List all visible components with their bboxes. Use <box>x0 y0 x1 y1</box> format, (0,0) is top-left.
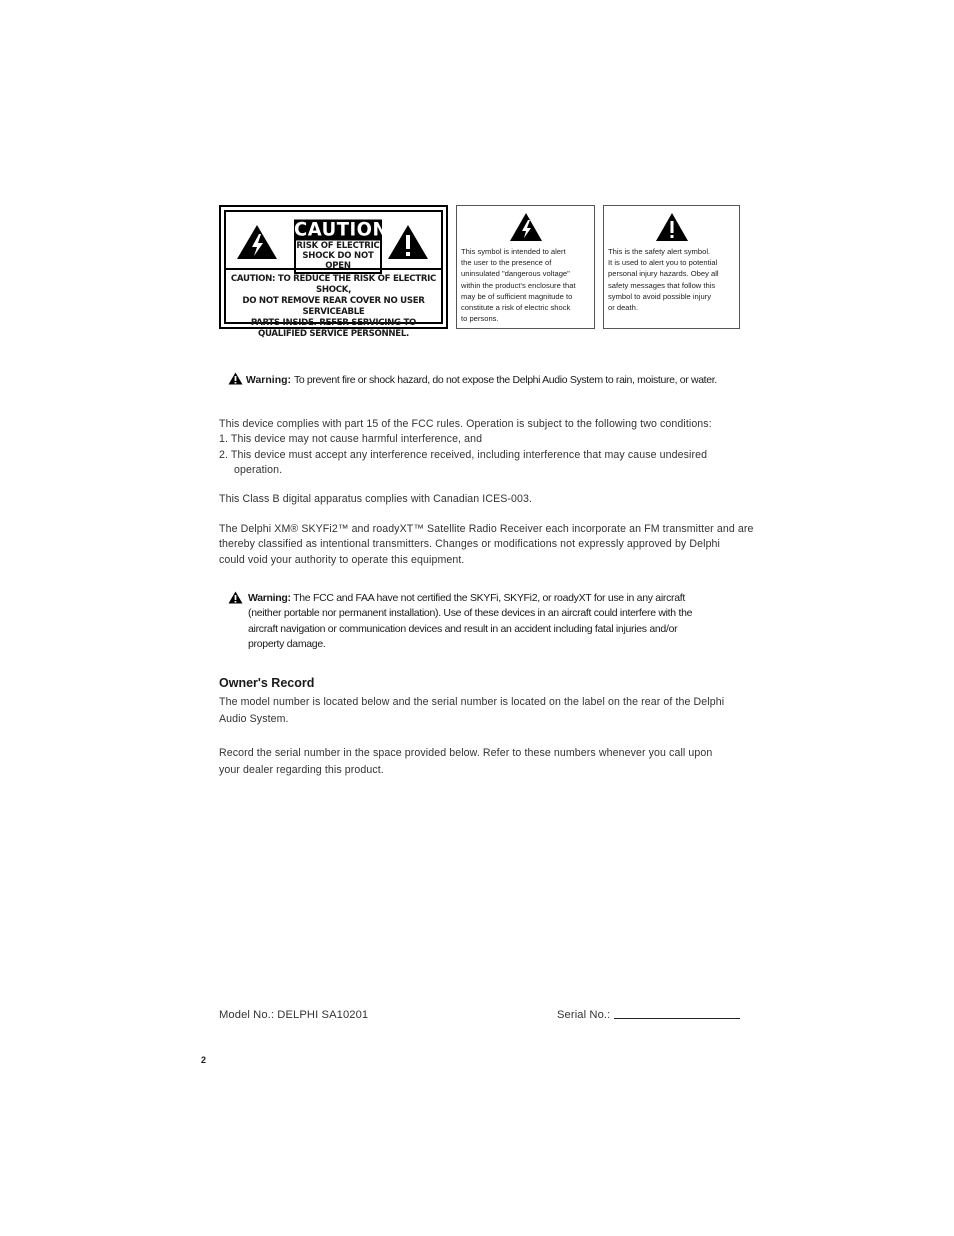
symbol-text-line: the user to the presence of <box>461 258 552 268</box>
serial-number-label: Serial No.: <box>557 1009 611 1021</box>
caution-text-line: PARTS INSIDE. REFER SERVICING TO <box>250 318 417 328</box>
fcc-condition-2-continued: operation. <box>234 464 283 477</box>
fcc-intro: This device complies with part 15 of the FCC rules. Operation is subject to the following two conditions: <box>219 418 712 430</box>
caution-label <box>219 205 448 339</box>
caution-warning-text <box>226 274 441 340</box>
symbol-text-line: within the product's enclosure that <box>461 280 576 290</box>
warning-triangle-icon <box>228 372 243 385</box>
safety-alert-symbol-box <box>603 205 740 329</box>
canada-compliance: This Class B digital apparatus complies with Canadian ICES-003. <box>219 493 533 505</box>
fcc-condition-1: 1. This device may not cause harmful interference, and <box>219 433 483 446</box>
warning-text: aircraft navigation or communication devices and result in an accident including fatal injuries and/or <box>248 622 678 635</box>
symbol-description <box>608 246 735 313</box>
symbol-text-line: to persons. <box>461 314 499 324</box>
caution-banner: CAUTION <box>294 218 389 241</box>
electric-shock-symbol-box <box>456 205 595 329</box>
paragraph-line: Record the serial number in the space provided below. Refer to these numbers whenever you call upon <box>219 747 713 759</box>
lightning-triangle-icon <box>509 212 543 242</box>
owners-record-paragraph-2 <box>219 745 712 778</box>
symbol-description <box>461 246 590 324</box>
page-number: 2 <box>201 1055 207 1065</box>
paragraph-line: your dealer regarding this product. <box>219 763 384 776</box>
serial-number-blank-line <box>614 1018 740 1019</box>
owners-record-heading: Owner's Record <box>219 676 315 690</box>
transmitter-line: thereby classified as intentional transmitters. Changes or modifications not expressly approved by Delphi <box>219 538 721 551</box>
paragraph-line: The model number is located below and the serial number is located on the label on the rear of the Delphi <box>219 696 725 708</box>
caution-divider <box>226 268 441 270</box>
owners-record-paragraph-1 <box>219 694 724 727</box>
symbol-text-line: It is used to alert you to potential <box>608 258 718 268</box>
paragraph-line: Audio System. <box>219 712 289 725</box>
transmitter-notice <box>219 522 754 568</box>
symbol-text-line: safety messages that follow this <box>608 280 716 290</box>
warning-text: (neither portable nor permanent installation). Use of these devices in an aircraft could interfere with the <box>248 607 693 620</box>
transmitter-line: could void your authority to operate this equipment. <box>219 553 465 566</box>
symbol-text-line: symbol to avoid possible injury <box>608 291 711 301</box>
fire-shock-warning <box>228 372 717 386</box>
fcc-condition-2: 2. This device must accept any interference received, including interference that may cause undesired <box>219 448 708 461</box>
warning-text: To prevent fire or shock hazard, do not expose the Delphi Audio System to rain, moisture, or water. <box>293 374 717 386</box>
warning-text: property damage. <box>248 637 326 650</box>
warning-text: The FCC and FAA have not certified the SKYFi, SKYFi2, or roadyXT for use in any aircraft <box>293 592 685 604</box>
warning-triangle-icon <box>228 591 243 604</box>
caution-text-line: QUALIFIED SERVICE PERSONNEL. <box>258 329 409 339</box>
lightning-triangle-icon <box>236 224 278 260</box>
symbol-text-line: or death. <box>608 303 638 313</box>
symbol-text-line: may be of sufficient magnitude to <box>461 291 573 301</box>
aircraft-warning <box>228 591 748 652</box>
symbol-text-line: This symbol is intended to alert <box>461 247 566 256</box>
symbol-text-line: This is the safety alert symbol. <box>608 247 711 256</box>
transmitter-line: The Delphi XM® SKYFi2™ and roadyXT™ Satellite Radio Receiver each incorporate an FM transmitter and are <box>219 523 754 535</box>
caution-label-inner <box>224 210 443 339</box>
symbol-text-line: constitute a risk of electric shock <box>461 303 571 313</box>
model-number: Model No.: DELPHI SA10201 <box>219 1009 369 1021</box>
warning-label: Warning: <box>245 374 292 386</box>
caution-text-line: DO NOT REMOVE REAR COVER NO USER SERVICEABLE <box>242 296 425 317</box>
warning-label: Warning: <box>248 592 291 604</box>
caution-risk-line: SHOCK DO NOT OPEN <box>302 251 374 271</box>
caution-text-line: CAUTION: TO REDUCE THE RISK OF ELECTRIC SHOCK, <box>230 274 437 295</box>
caution-risk-line: RISK OF ELECTRIC <box>296 241 380 251</box>
symbol-text-line: personal injury hazards. Obey all <box>608 269 719 279</box>
exclamation-triangle-icon <box>387 224 429 260</box>
symbol-text-line: uninsulated "dangerous voltage" <box>461 269 570 279</box>
exclamation-triangle-icon <box>655 212 689 242</box>
fcc-compliance <box>219 417 712 479</box>
